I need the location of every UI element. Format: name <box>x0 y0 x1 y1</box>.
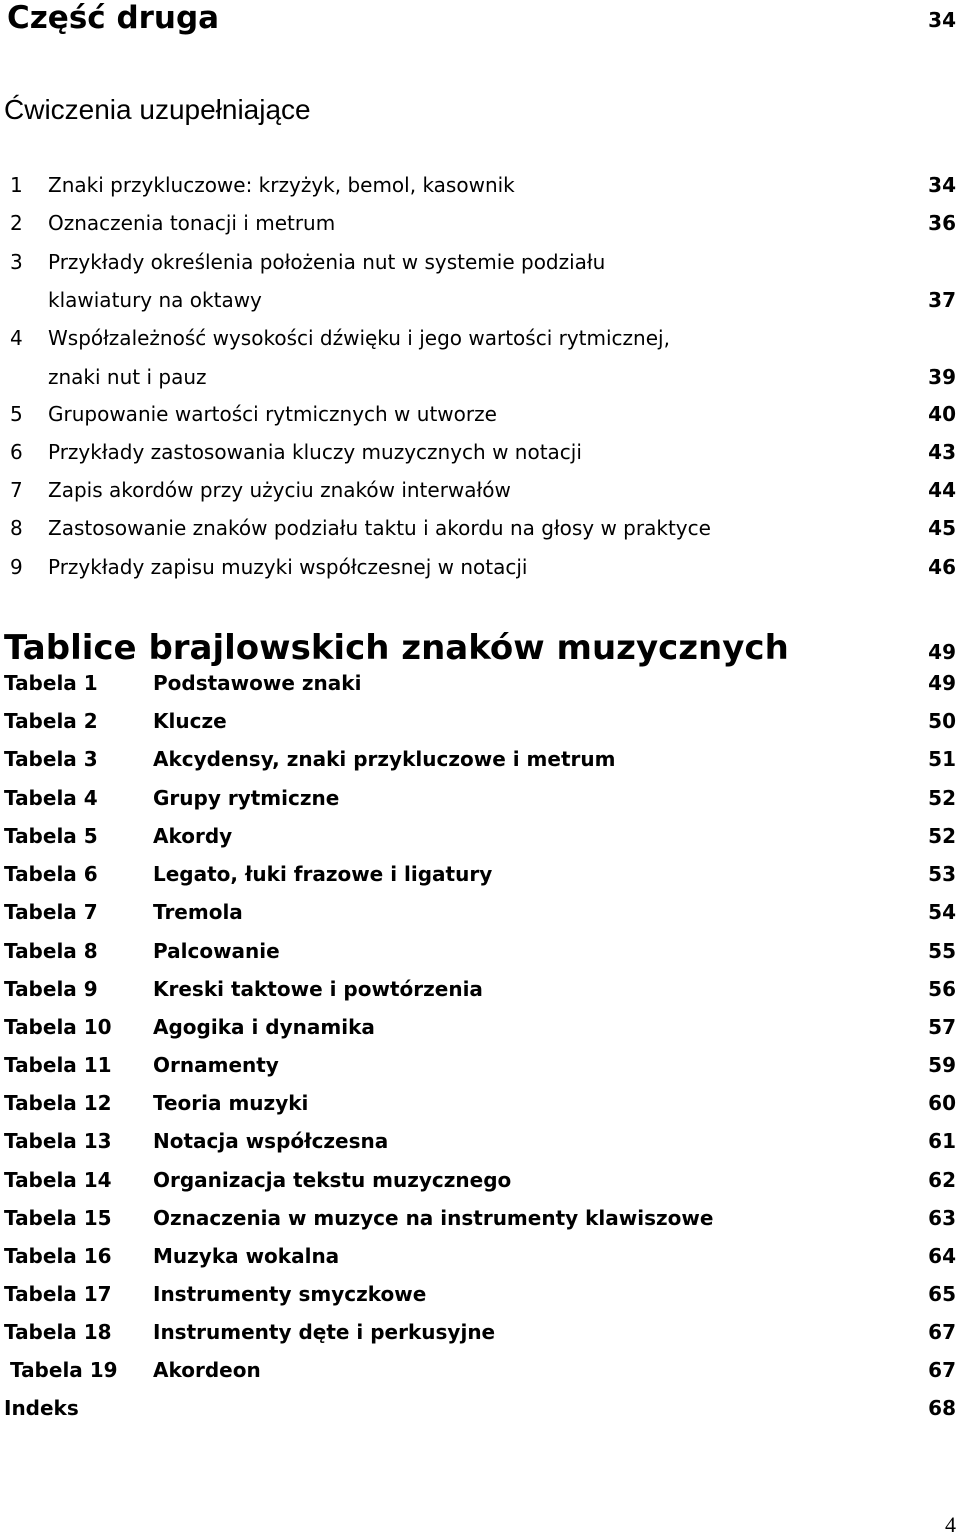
table-label: Tabela 3 <box>4 747 98 771</box>
exercise-title[interactable]: Znaki przykluczowe: krzyżyk, bemol, kasownik <box>48 173 515 197</box>
table-title[interactable]: Akordy <box>153 824 233 848</box>
table-label: Tabela 14 <box>4 1168 112 1192</box>
exercise-title[interactable]: Przykłady zapisu muzyki współczesnej w notacji <box>48 555 528 579</box>
exercise-number: 5 <box>10 402 23 426</box>
exercise-page: 44 <box>928 478 956 502</box>
exercise-title[interactable]: znaki nut i pauz <box>48 365 207 389</box>
exercise-title[interactable]: Przykłady zastosowania kluczy muzycznych w notacji <box>48 440 582 464</box>
table-title[interactable]: Klucze <box>153 709 227 733</box>
tables-section-title: Tablice brajlowskich znaków muzycznych <box>4 628 789 668</box>
index-page: 68 <box>928 1396 956 1420</box>
table-title[interactable]: Ornamenty <box>153 1053 279 1077</box>
index-label[interactable]: Indeks <box>4 1396 79 1420</box>
table-page: 56 <box>928 977 956 1001</box>
table-page: 62 <box>928 1168 956 1192</box>
section-title: Ćwiczenia uzupełniające <box>4 94 311 125</box>
table-page: 65 <box>928 1282 956 1306</box>
exercise-page: 40 <box>928 402 956 426</box>
table-label: Tabela 17 <box>4 1282 112 1306</box>
table-page: 57 <box>928 1015 956 1039</box>
table-page: 52 <box>928 824 956 848</box>
exercise-title[interactable]: Zastosowanie znaków podziału taktu i akordu na głosy w praktyce <box>48 516 711 540</box>
exercise-title[interactable]: Zapis akordów przy użyciu znaków interwałów <box>48 478 511 502</box>
table-label: Tabela 7 <box>4 900 98 924</box>
table-title[interactable]: Oznaczenia w muzyce na instrumenty klawiszowe <box>153 1206 714 1230</box>
table-title[interactable]: Legato, łuki frazowe i ligatury <box>153 862 493 886</box>
exercise-number: 9 <box>10 555 23 579</box>
exercise-number: 8 <box>10 516 23 540</box>
table-label: Tabela 12 <box>4 1091 112 1115</box>
table-page: 63 <box>928 1206 956 1230</box>
table-page: 60 <box>928 1091 956 1115</box>
exercise-page: 39 <box>928 365 956 389</box>
exercise-title[interactable]: Oznaczenia tonacji i metrum <box>48 211 336 235</box>
table-label: Tabela 1 <box>4 671 98 695</box>
table-title[interactable]: Akcydensy, znaki przykluczowe i metrum <box>153 747 616 771</box>
exercise-number: 3 <box>10 250 23 274</box>
exercise-number: 1 <box>10 173 23 197</box>
part-title: Część druga <box>7 0 220 36</box>
table-page: 67 <box>928 1358 956 1382</box>
exercise-title[interactable]: Grupowanie wartości rytmicznych w utworze <box>48 402 497 426</box>
table-label: Tabela 8 <box>4 939 98 963</box>
exercise-page: 45 <box>928 516 956 540</box>
table-label: Tabela 18 <box>4 1320 112 1344</box>
table-title[interactable]: Grupy rytmiczne <box>153 786 340 810</box>
table-label: Tabela 16 <box>4 1244 112 1268</box>
exercise-title[interactable]: klawiatury na oktawy <box>48 288 262 312</box>
exercise-number: 6 <box>10 440 23 464</box>
table-page: 53 <box>928 862 956 886</box>
table-title[interactable]: Akordeon <box>153 1358 261 1382</box>
table-title[interactable]: Podstawowe znaki <box>153 671 362 695</box>
table-page: 54 <box>928 900 956 924</box>
table-label: Tabela 15 <box>4 1206 112 1230</box>
table-label: Tabela 19 <box>10 1358 118 1382</box>
exercise-title[interactable]: Współzależność wysokości dźwięku i jego wartości rytmicznej, <box>48 326 670 350</box>
table-title[interactable]: Instrumenty smyczkowe <box>153 1282 427 1306</box>
exercise-page: 34 <box>928 173 956 197</box>
table-page: 49 <box>928 671 956 695</box>
table-label: Tabela 5 <box>4 824 98 848</box>
table-title[interactable]: Notacja współczesna <box>153 1129 389 1153</box>
table-page: 61 <box>928 1129 956 1153</box>
table-title[interactable]: Teoria muzyki <box>153 1091 309 1115</box>
tables-section-page: 49 <box>928 640 956 664</box>
table-page: 52 <box>928 786 956 810</box>
table-title[interactable]: Muzyka wokalna <box>153 1244 340 1268</box>
exercise-page: 43 <box>928 440 956 464</box>
table-title[interactable]: Tremola <box>153 900 243 924</box>
table-label: Tabela 4 <box>4 786 98 810</box>
table-title[interactable]: Palcowanie <box>153 939 280 963</box>
exercise-page: 37 <box>928 288 956 312</box>
part-page-number: 34 <box>928 8 956 32</box>
exercise-page: 46 <box>928 555 956 579</box>
table-label: Tabela 2 <box>4 709 98 733</box>
page-number: 4 <box>945 1512 956 1537</box>
table-title[interactable]: Kreski taktowe i powtórzenia <box>153 977 483 1001</box>
table-label: Tabela 10 <box>4 1015 112 1039</box>
table-label: Tabela 11 <box>4 1053 112 1077</box>
exercise-number: 7 <box>10 478 23 502</box>
table-label: Tabela 9 <box>4 977 98 1001</box>
exercise-title[interactable]: Przykłady określenia położenia nut w systemie podziału <box>48 250 606 274</box>
table-label: Tabela 13 <box>4 1129 112 1153</box>
table-page: 59 <box>928 1053 956 1077</box>
table-title[interactable]: Organizacja tekstu muzycznego <box>153 1168 512 1192</box>
table-page: 67 <box>928 1320 956 1344</box>
table-page: 55 <box>928 939 956 963</box>
table-page: 51 <box>928 747 956 771</box>
table-page: 64 <box>928 1244 956 1268</box>
table-title[interactable]: Agogika i dynamika <box>153 1015 375 1039</box>
exercise-page: 36 <box>928 211 956 235</box>
exercise-number: 4 <box>10 326 23 350</box>
table-page: 50 <box>928 709 956 733</box>
table-label: Tabela 6 <box>4 862 98 886</box>
table-title[interactable]: Instrumenty dęte i perkusyjne <box>153 1320 496 1344</box>
exercise-number: 2 <box>10 211 23 235</box>
